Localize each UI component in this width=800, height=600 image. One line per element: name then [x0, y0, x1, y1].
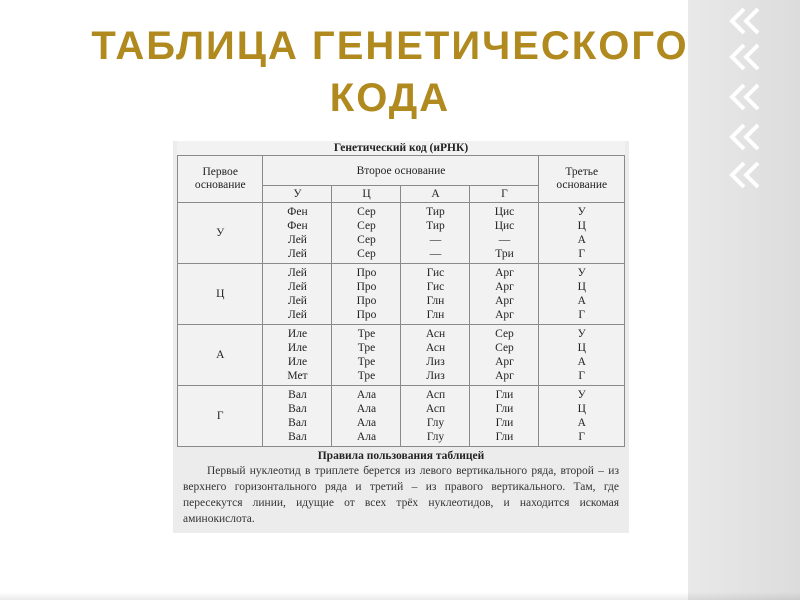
amino-acid-cell: [401, 386, 470, 447]
amino-acid-cell: [401, 325, 470, 386]
amino-acid: Про: [356, 267, 377, 279]
third-base-cell: [539, 203, 625, 264]
second-base-label: Ц: [332, 186, 401, 203]
third-base-cell: [539, 386, 625, 447]
amino-acid: Лей: [287, 234, 307, 246]
amino-acid: Про: [356, 281, 377, 293]
rules-title: Правила пользования таблицей: [317, 450, 485, 462]
amino-acid: Сер: [495, 342, 514, 354]
amino-acid: Ала: [356, 417, 377, 429]
amino-acid: Гис: [426, 267, 445, 279]
amino-acid-cell: [332, 264, 401, 325]
amino-acid-cell: [470, 325, 539, 386]
third-base: У: [577, 206, 586, 218]
third-base-cell: [539, 325, 625, 386]
amino-acid: Глн: [426, 309, 445, 321]
third-base: У: [577, 267, 586, 279]
third-base-cell: [539, 264, 625, 325]
amino-acid: Арг: [495, 356, 514, 368]
table-row: [178, 386, 625, 447]
amino-acid-cell: [470, 386, 539, 447]
bottom-shadow: [0, 592, 800, 600]
amino-acid-cell: [263, 203, 332, 264]
slide-title: ТАБЛИЦА ГЕНЕТИЧЕСКОГО КОДА: [91, 24, 689, 120]
amino-acid: Лей: [287, 248, 307, 260]
amino-acid: Иле: [287, 342, 308, 354]
amino-acid-cell: [401, 264, 470, 325]
amino-acid: Глу: [426, 431, 445, 443]
amino-acid: Ала: [356, 389, 377, 401]
amino-acid-cell: [332, 386, 401, 447]
third-base: Ц: [577, 403, 586, 415]
amino-acid: Лей: [287, 309, 307, 321]
third-base: Г: [578, 309, 586, 321]
amino-acid: Тре: [357, 370, 376, 382]
amino-acid: Про: [356, 295, 377, 307]
amino-acid: Цис: [494, 206, 515, 218]
third-base: А: [577, 356, 586, 368]
genetic-code-figure: [173, 141, 629, 533]
amino-acid: —: [498, 234, 511, 246]
amino-acid: —: [429, 234, 442, 246]
amino-acid: Тир: [426, 206, 445, 218]
amino-acid: Гли: [495, 389, 514, 401]
amino-acid-cell: [263, 264, 332, 325]
amino-acid-cell: [401, 203, 470, 264]
amino-acid: Глн: [426, 295, 445, 307]
amino-acid: Глу: [426, 417, 445, 429]
amino-acid: Лей: [287, 267, 307, 279]
amino-acid: Арг: [495, 309, 514, 321]
amino-acid: Ала: [356, 403, 377, 415]
amino-acid: Гли: [495, 403, 514, 415]
amino-acid: Асн: [425, 342, 446, 354]
table-row: [178, 203, 625, 264]
amino-acid: Лей: [287, 281, 307, 293]
amino-acid: Сер: [357, 234, 376, 246]
amino-acid: Сер: [357, 248, 376, 260]
amino-acid: Вал: [288, 389, 307, 401]
third-base: Ц: [577, 281, 586, 293]
first-base-cell: У: [178, 203, 263, 264]
amino-acid-cell: [332, 203, 401, 264]
amino-acid: Тир: [426, 220, 445, 232]
amino-acid: Лиз: [426, 356, 445, 368]
amino-acid: Сер: [357, 220, 376, 232]
amino-acid: Иле: [287, 356, 308, 368]
third-base: А: [577, 417, 586, 429]
table-caption: Генетический код (иРНК): [178, 141, 625, 156]
amino-acid: Арг: [495, 370, 514, 382]
second-base-label: У: [263, 186, 332, 203]
amino-acid: Лиз: [426, 370, 445, 382]
amino-acid: Арг: [495, 281, 514, 293]
amino-acid: Сер: [357, 206, 376, 218]
amino-acid-cell: [470, 203, 539, 264]
third-base: Г: [578, 431, 586, 443]
genetic-code-table: [177, 141, 625, 447]
amino-acid: Цис: [494, 220, 515, 232]
table-row: [178, 325, 625, 386]
amino-acid: Лей: [287, 295, 307, 307]
amino-acid: Гис: [426, 281, 445, 293]
amino-acid: Мет: [287, 370, 308, 382]
amino-acid: Тре: [357, 356, 376, 368]
third-base: Г: [578, 248, 586, 260]
amino-acid: Фен: [287, 206, 308, 218]
amino-acid: Гли: [495, 431, 514, 443]
amino-acid: Ала: [356, 431, 377, 443]
amino-acid-cell: [263, 386, 332, 447]
amino-acid: Вал: [288, 431, 307, 443]
amino-acid: Про: [356, 309, 377, 321]
table-row: [178, 264, 625, 325]
amino-acid: —: [429, 248, 442, 260]
first-base-header: Первое основание: [178, 156, 263, 203]
amino-acid: Тре: [357, 342, 376, 354]
amino-acid: Фен: [287, 220, 308, 232]
amino-acid-cell: [263, 325, 332, 386]
third-base: Ц: [577, 220, 586, 232]
amino-acid: Иле: [287, 328, 308, 340]
third-base: Ц: [577, 342, 586, 354]
third-base: У: [577, 328, 586, 340]
amino-acid: Арг: [495, 295, 514, 307]
third-base: Г: [578, 370, 586, 382]
second-base-label: Г: [470, 186, 539, 203]
rules-text: Первый нуклеотид в триплете берется из левого вертикального ряда, второй – из верхнего горизонтального ряда и третий – из правого вертикального. Там, где пересекутся линии, идущие от всех трёх нуклеотидов, и находится искомая аминокислота.: [183, 465, 619, 525]
amino-acid-cell: [470, 264, 539, 325]
second-base-header: Второе основание: [263, 156, 539, 186]
second-base-label: А: [401, 186, 470, 203]
amino-acid: Гли: [495, 417, 514, 429]
amino-acid: Асн: [425, 328, 446, 340]
first-base-cell: А: [178, 325, 263, 386]
amino-acid: Вал: [288, 403, 307, 415]
chevron-icon: [724, 122, 768, 152]
amino-acid: Арг: [495, 267, 514, 279]
amino-acid-cell: [332, 325, 401, 386]
codon-rows: [178, 203, 625, 447]
third-base: А: [577, 295, 586, 307]
third-base: У: [577, 389, 586, 401]
amino-acid: Сер: [495, 328, 514, 340]
third-base-header: Третье основание: [539, 156, 625, 203]
amino-acid: Тре: [357, 328, 376, 340]
amino-acid: Асп: [425, 389, 446, 401]
third-base: А: [577, 234, 586, 246]
amino-acid: Вал: [288, 417, 307, 429]
amino-acid: Асп: [425, 403, 446, 415]
chevron-icon: [724, 160, 768, 190]
first-base-cell: Г: [178, 386, 263, 447]
amino-acid: Три: [495, 248, 514, 260]
first-base-cell: Ц: [178, 264, 263, 325]
